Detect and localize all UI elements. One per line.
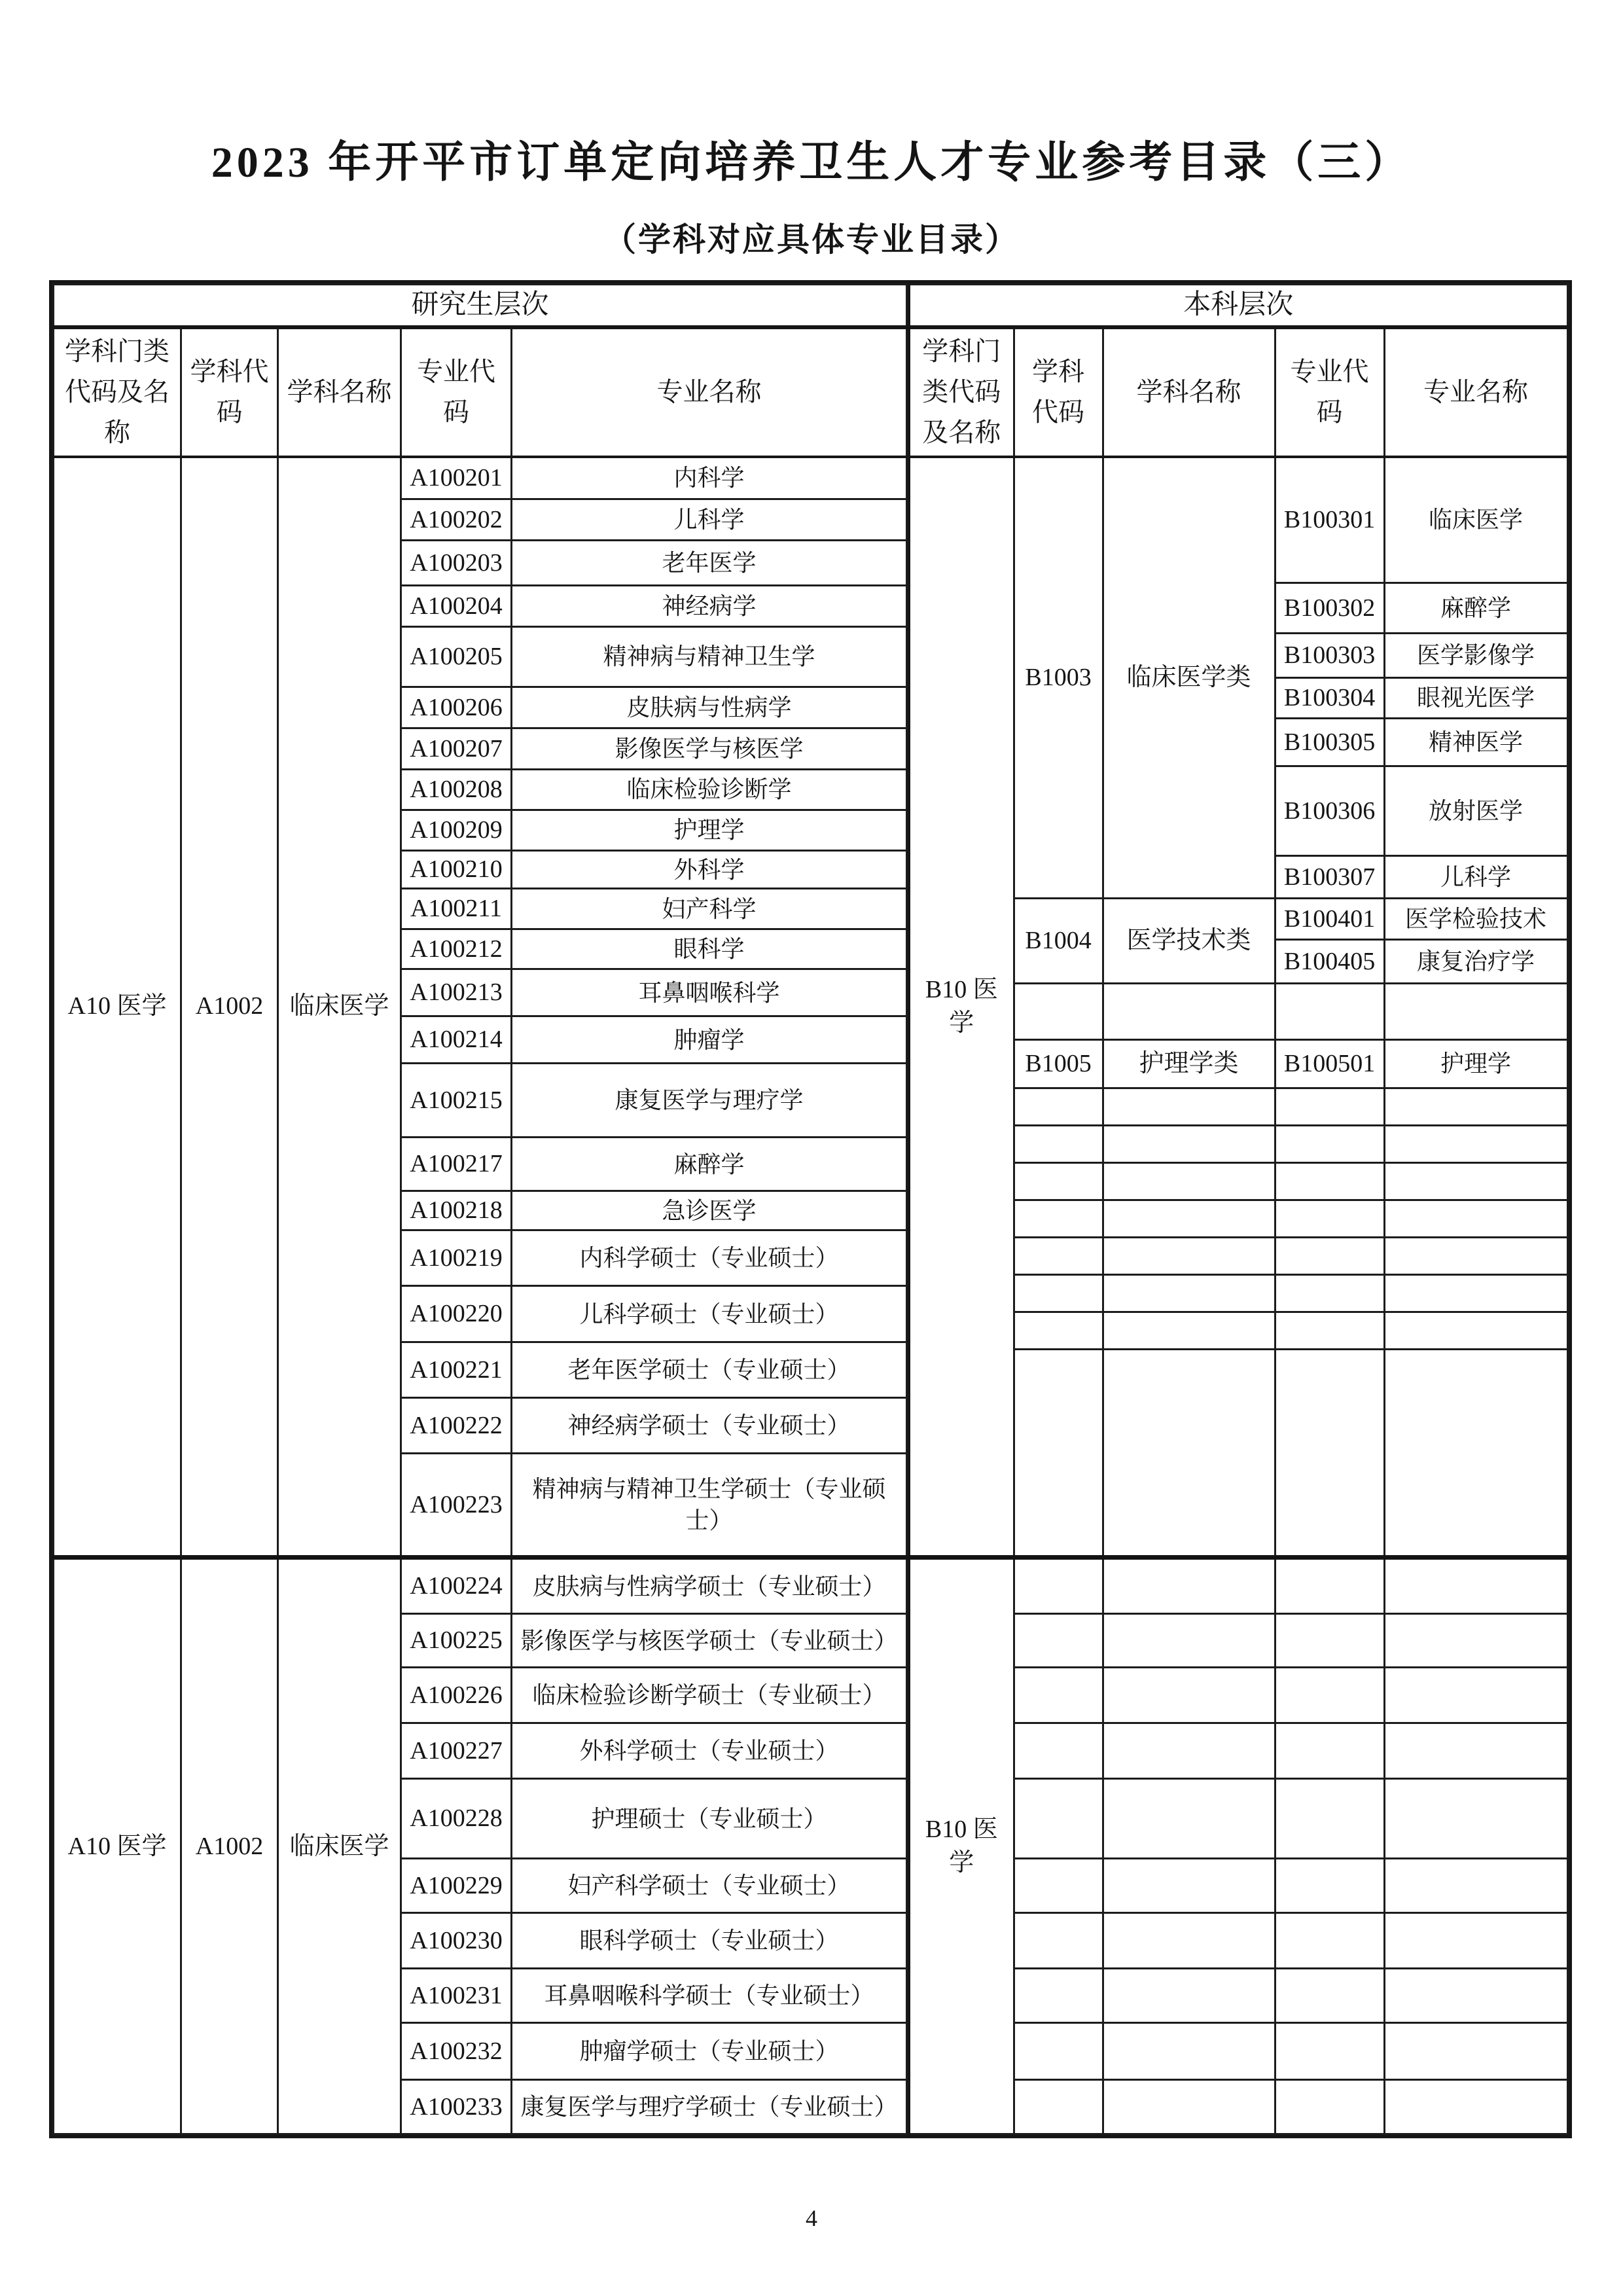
major-code-cell: A100212 bbox=[401, 929, 512, 969]
major-name-cell: 耳鼻咽喉科学硕士（专业硕士） bbox=[512, 1969, 907, 2023]
major-name-cell: 放射医学 bbox=[1384, 766, 1567, 856]
graduate-table-body bbox=[54, 457, 907, 2134]
category-cell: A10 医学 bbox=[54, 1558, 181, 2134]
empty-major-name-cell bbox=[1384, 1779, 1567, 1859]
empty-discipline-name-cell bbox=[1103, 1163, 1275, 1200]
empty-major-code-cell bbox=[1275, 1126, 1384, 1163]
major-code-cell: A100226 bbox=[401, 1668, 512, 1723]
empty-discipline-code-cell bbox=[1014, 2080, 1103, 2134]
empty-major-code-cell bbox=[1275, 1163, 1384, 1200]
major-code-cell: A100203 bbox=[401, 541, 512, 586]
major-code-cell: B100301 bbox=[1275, 457, 1384, 583]
major-code-cell: A100221 bbox=[401, 1342, 512, 1398]
major-code-cell: A100209 bbox=[401, 810, 512, 851]
category-cell: B10 医学 bbox=[909, 457, 1014, 1558]
major-code-cell: B100306 bbox=[1275, 766, 1384, 856]
empty-major-code-cell bbox=[1275, 1779, 1384, 1859]
empty-major-name-cell bbox=[1384, 1312, 1567, 1350]
major-name-cell: 老年医学 bbox=[512, 541, 907, 586]
undergraduate-section-title: 本科层次 bbox=[909, 285, 1567, 327]
empty-discipline-name-cell bbox=[1103, 1275, 1275, 1312]
discipline-code-cell: B1005 bbox=[1014, 1040, 1103, 1088]
empty-discipline-code-cell bbox=[1014, 1350, 1103, 1558]
major-code-cell: A100211 bbox=[401, 889, 512, 929]
category-cell: B10 医学 bbox=[909, 1558, 1014, 2134]
empty-discipline-code-cell bbox=[1014, 1913, 1103, 1969]
col-header-category: 学科门类代码及名称 bbox=[54, 327, 181, 457]
empty-discipline-name-cell bbox=[1103, 1312, 1275, 1350]
empty-discipline-name-cell bbox=[1103, 1126, 1275, 1163]
major-name-cell: 康复治疗学 bbox=[1384, 940, 1567, 984]
major-code-cell: A100225 bbox=[401, 1614, 512, 1668]
major-name-cell: 精神病与精神卫生学硕士（专业硕士） bbox=[512, 1454, 907, 1558]
major-code-cell: B100405 bbox=[1275, 940, 1384, 984]
empty-discipline-name-cell bbox=[1103, 1859, 1275, 1913]
empty-major-name-cell bbox=[1384, 1723, 1567, 1779]
empty-discipline-name-cell bbox=[1103, 1614, 1275, 1668]
major-name-cell: 急诊医学 bbox=[512, 1191, 907, 1230]
col-header-major-name: 专业名称 bbox=[1384, 327, 1567, 457]
empty-discipline-name-cell bbox=[1103, 1558, 1275, 1614]
empty-discipline-code-cell bbox=[1014, 2023, 1103, 2080]
undergraduate-level-table bbox=[908, 283, 1569, 2135]
empty-discipline-code-cell bbox=[1014, 1312, 1103, 1350]
empty-major-code-cell bbox=[1275, 1350, 1384, 1558]
major-name-cell: 儿科学硕士（专业硕士） bbox=[512, 1286, 907, 1342]
discipline-code-cell: B1004 bbox=[1014, 899, 1103, 984]
empty-major-name-cell bbox=[1384, 1275, 1567, 1312]
major-code-cell: B100302 bbox=[1275, 583, 1384, 634]
document-subtitle: （学科对应具体专业目录） bbox=[603, 221, 1020, 258]
table-row bbox=[909, 1558, 1567, 1614]
col-header-major-code: 专业代码 bbox=[401, 327, 512, 457]
major-code-cell bbox=[1275, 984, 1384, 1040]
empty-discipline-code-cell bbox=[1014, 1614, 1103, 1668]
discipline-name-cell: 护理学类 bbox=[1103, 1040, 1275, 1088]
table-row bbox=[54, 457, 907, 499]
major-code-cell: A100227 bbox=[401, 1723, 512, 1779]
empty-major-code-cell bbox=[1275, 1312, 1384, 1350]
major-code-cell: A100229 bbox=[401, 1859, 512, 1913]
empty-major-name-cell bbox=[1384, 1088, 1567, 1126]
discipline-code-cell: A1002 bbox=[181, 1558, 278, 2134]
empty-discipline-name-cell bbox=[1103, 1913, 1275, 1969]
discipline-name-cell: 临床医学类 bbox=[1103, 457, 1275, 899]
undergraduate-colhead-row bbox=[909, 327, 1567, 457]
graduate-level-table bbox=[52, 283, 908, 2135]
major-code-cell: A100202 bbox=[401, 499, 512, 541]
category-cell: A10 医学 bbox=[54, 457, 181, 1558]
major-name-cell: 神经病学硕士（专业硕士） bbox=[512, 1398, 907, 1454]
col-header-discipline-code: 学科代码 bbox=[181, 327, 278, 457]
major-name-cell: 内科学硕士（专业硕士） bbox=[512, 1230, 907, 1286]
empty-discipline-name-cell bbox=[1103, 1350, 1275, 1558]
empty-major-name-cell bbox=[1384, 1350, 1567, 1558]
major-name-cell: 临床检验诊断学硕士（专业硕士） bbox=[512, 1668, 907, 1723]
empty-discipline-code-cell bbox=[1014, 1859, 1103, 1913]
empty-discipline-code-cell bbox=[1014, 1238, 1103, 1275]
major-code-cell: A100207 bbox=[401, 728, 512, 770]
empty-major-name-cell bbox=[1384, 2080, 1567, 2134]
major-name-cell: 影像医学与核医学硕士（专业硕士） bbox=[512, 1614, 907, 1668]
major-code-cell: A100215 bbox=[401, 1064, 512, 1138]
col-header-major-name: 专业名称 bbox=[512, 327, 907, 457]
empty-major-code-cell bbox=[1275, 1088, 1384, 1126]
major-name-cell: 康复医学与理疗学 bbox=[512, 1064, 907, 1138]
discipline-code-cell bbox=[1014, 984, 1103, 1040]
major-code-cell: B100501 bbox=[1275, 1040, 1384, 1088]
empty-discipline-code-cell bbox=[1014, 1969, 1103, 2023]
major-name-cell: 精神病与精神卫生学 bbox=[512, 627, 907, 687]
empty-discipline-code-cell bbox=[1014, 1779, 1103, 1859]
major-name-cell: 护理硕士（专业硕士） bbox=[512, 1779, 907, 1859]
major-name-cell: 皮肤病与性病学硕士（专业硕士） bbox=[512, 1558, 907, 1614]
undergraduate-section-row bbox=[909, 285, 1567, 327]
empty-discipline-code-cell bbox=[1014, 1163, 1103, 1200]
empty-major-name-cell bbox=[1384, 1126, 1567, 1163]
major-name-cell: 内科学 bbox=[512, 457, 907, 499]
col-header-discipline-code: 学科代码 bbox=[1014, 327, 1103, 457]
empty-major-code-cell bbox=[1275, 1723, 1384, 1779]
major-code-cell: A100224 bbox=[401, 1558, 512, 1614]
major-code-cell: A100204 bbox=[401, 586, 512, 627]
graduate-section-title: 研究生层次 bbox=[54, 285, 907, 327]
major-name-cell: 皮肤病与性病学 bbox=[512, 687, 907, 728]
graduate-section-row bbox=[54, 285, 907, 327]
empty-major-code-cell bbox=[1275, 1913, 1384, 1969]
empty-discipline-name-cell bbox=[1103, 1779, 1275, 1859]
undergraduate-table-head bbox=[909, 285, 1567, 457]
major-code-cell: A100232 bbox=[401, 2023, 512, 2080]
empty-major-code-cell bbox=[1275, 1668, 1384, 1723]
catalog-table bbox=[49, 280, 1572, 2138]
major-code-cell: A100233 bbox=[401, 2080, 512, 2134]
major-code-cell: B100401 bbox=[1275, 899, 1384, 940]
undergraduate-table-body bbox=[909, 457, 1567, 2134]
major-name-cell: 医学检验技术 bbox=[1384, 899, 1567, 940]
empty-discipline-code-cell bbox=[1014, 1126, 1103, 1163]
major-code-cell: B100303 bbox=[1275, 634, 1384, 678]
major-code-cell: B100305 bbox=[1275, 719, 1384, 766]
empty-major-name-cell bbox=[1384, 2023, 1567, 2080]
major-name-cell: 儿科学 bbox=[512, 499, 907, 541]
empty-discipline-code-cell bbox=[1014, 1275, 1103, 1312]
empty-major-name-cell bbox=[1384, 1913, 1567, 1969]
empty-major-code-cell bbox=[1275, 1614, 1384, 1668]
major-name-cell: 临床医学 bbox=[1384, 457, 1567, 583]
major-code-cell: A100222 bbox=[401, 1398, 512, 1454]
major-name-cell: 妇产科学硕士（专业硕士） bbox=[512, 1859, 907, 1913]
major-name-cell: 妇产科学 bbox=[512, 889, 907, 929]
major-name-cell: 神经病学 bbox=[512, 586, 907, 627]
major-name-cell: 儿科学 bbox=[1384, 856, 1567, 899]
empty-discipline-name-cell bbox=[1103, 1088, 1275, 1126]
major-code-cell: A100220 bbox=[401, 1286, 512, 1342]
empty-major-code-cell bbox=[1275, 1969, 1384, 2023]
empty-discipline-code-cell bbox=[1014, 1723, 1103, 1779]
discipline-name-cell bbox=[1103, 984, 1275, 1040]
empty-discipline-name-cell bbox=[1103, 2080, 1275, 2134]
major-name-cell: 肿瘤学 bbox=[512, 1016, 907, 1064]
empty-discipline-code-cell bbox=[1014, 1088, 1103, 1126]
col-header-discipline-name: 学科名称 bbox=[1103, 327, 1275, 457]
page-number: 4 bbox=[806, 2205, 817, 2231]
major-name-cell: 老年医学硕士（专业硕士） bbox=[512, 1342, 907, 1398]
discipline-name-cell: 临床医学 bbox=[278, 457, 401, 1558]
empty-discipline-name-cell bbox=[1103, 1969, 1275, 2023]
major-code-cell: A100230 bbox=[401, 1913, 512, 1969]
discipline-code-cell: A1002 bbox=[181, 457, 278, 1558]
major-name-cell: 精神医学 bbox=[1384, 719, 1567, 766]
empty-major-name-cell bbox=[1384, 1969, 1567, 2023]
major-code-cell: A100228 bbox=[401, 1779, 512, 1859]
major-code-cell: A100217 bbox=[401, 1138, 512, 1191]
col-header-major-code: 专业代码 bbox=[1275, 327, 1384, 457]
discipline-code-cell: B1003 bbox=[1014, 457, 1103, 899]
empty-major-name-cell bbox=[1384, 1614, 1567, 1668]
empty-discipline-name-cell bbox=[1103, 1238, 1275, 1275]
major-name-cell: 肿瘤学硕士（专业硕士） bbox=[512, 2023, 907, 2080]
empty-major-code-cell bbox=[1275, 1200, 1384, 1238]
empty-discipline-code-cell bbox=[1014, 1668, 1103, 1723]
document-title: 2023 年开平市订单定向培养卫生人才专业参考目录（三） bbox=[211, 139, 1412, 187]
empty-major-code-cell bbox=[1275, 1275, 1384, 1312]
empty-major-name-cell bbox=[1384, 1558, 1567, 1614]
empty-major-code-cell bbox=[1275, 2023, 1384, 2080]
empty-major-name-cell bbox=[1384, 1668, 1567, 1723]
major-name-cell: 护理学 bbox=[1384, 1040, 1567, 1088]
empty-major-code-cell bbox=[1275, 1558, 1384, 1614]
major-name-cell: 影像医学与核医学 bbox=[512, 728, 907, 770]
empty-major-name-cell bbox=[1384, 1163, 1567, 1200]
major-code-cell: A100218 bbox=[401, 1191, 512, 1230]
major-name-cell: 护理学 bbox=[512, 810, 907, 851]
major-name-cell: 外科学硕士（专业硕士） bbox=[512, 1723, 907, 1779]
major-code-cell: A100208 bbox=[401, 770, 512, 810]
col-header-category: 学科门类代码及名称 bbox=[909, 327, 1014, 457]
major-name-cell: 麻醉学 bbox=[1384, 583, 1567, 634]
major-code-cell: A100205 bbox=[401, 627, 512, 687]
graduate-colhead-row bbox=[54, 327, 907, 457]
empty-discipline-name-cell bbox=[1103, 1200, 1275, 1238]
major-code-cell: A100231 bbox=[401, 1969, 512, 2023]
empty-major-code-cell bbox=[1275, 1859, 1384, 1913]
major-code-cell: A100201 bbox=[401, 457, 512, 499]
empty-discipline-name-cell bbox=[1103, 1723, 1275, 1779]
major-code-cell: A100214 bbox=[401, 1016, 512, 1064]
major-code-cell: A100206 bbox=[401, 687, 512, 728]
major-code-cell: A100210 bbox=[401, 851, 512, 889]
major-name-cell: 眼科学硕士（专业硕士） bbox=[512, 1913, 907, 1969]
empty-discipline-name-cell bbox=[1103, 2023, 1275, 2080]
major-name-cell: 耳鼻咽喉科学 bbox=[512, 969, 907, 1016]
major-name-cell: 眼科学 bbox=[512, 929, 907, 969]
graduate-table-head bbox=[54, 285, 907, 457]
col-header-discipline-name: 学科名称 bbox=[278, 327, 401, 457]
major-name-cell bbox=[1384, 984, 1567, 1040]
major-name-cell: 麻醉学 bbox=[512, 1138, 907, 1191]
major-name-cell: 医学影像学 bbox=[1384, 634, 1567, 678]
empty-discipline-name-cell bbox=[1103, 1668, 1275, 1723]
table-row bbox=[909, 457, 1567, 583]
empty-major-code-cell bbox=[1275, 1238, 1384, 1275]
major-code-cell: A100223 bbox=[401, 1454, 512, 1558]
major-name-cell: 眼视光医学 bbox=[1384, 678, 1567, 719]
major-code-cell: A100219 bbox=[401, 1230, 512, 1286]
table-row bbox=[54, 1558, 907, 1614]
discipline-name-cell: 临床医学 bbox=[278, 1558, 401, 2134]
major-name-cell: 临床检验诊断学 bbox=[512, 770, 907, 810]
empty-major-name-cell bbox=[1384, 1200, 1567, 1238]
empty-major-code-cell bbox=[1275, 2080, 1384, 2134]
empty-discipline-code-cell bbox=[1014, 1558, 1103, 1614]
empty-major-name-cell bbox=[1384, 1238, 1567, 1275]
empty-discipline-code-cell bbox=[1014, 1200, 1103, 1238]
major-code-cell: A100213 bbox=[401, 969, 512, 1016]
major-code-cell: B100304 bbox=[1275, 678, 1384, 719]
major-name-cell: 外科学 bbox=[512, 851, 907, 889]
discipline-name-cell: 医学技术类 bbox=[1103, 899, 1275, 984]
empty-major-name-cell bbox=[1384, 1859, 1567, 1913]
major-code-cell: B100307 bbox=[1275, 856, 1384, 899]
major-name-cell: 康复医学与理疗学硕士（专业硕士） bbox=[512, 2080, 907, 2134]
